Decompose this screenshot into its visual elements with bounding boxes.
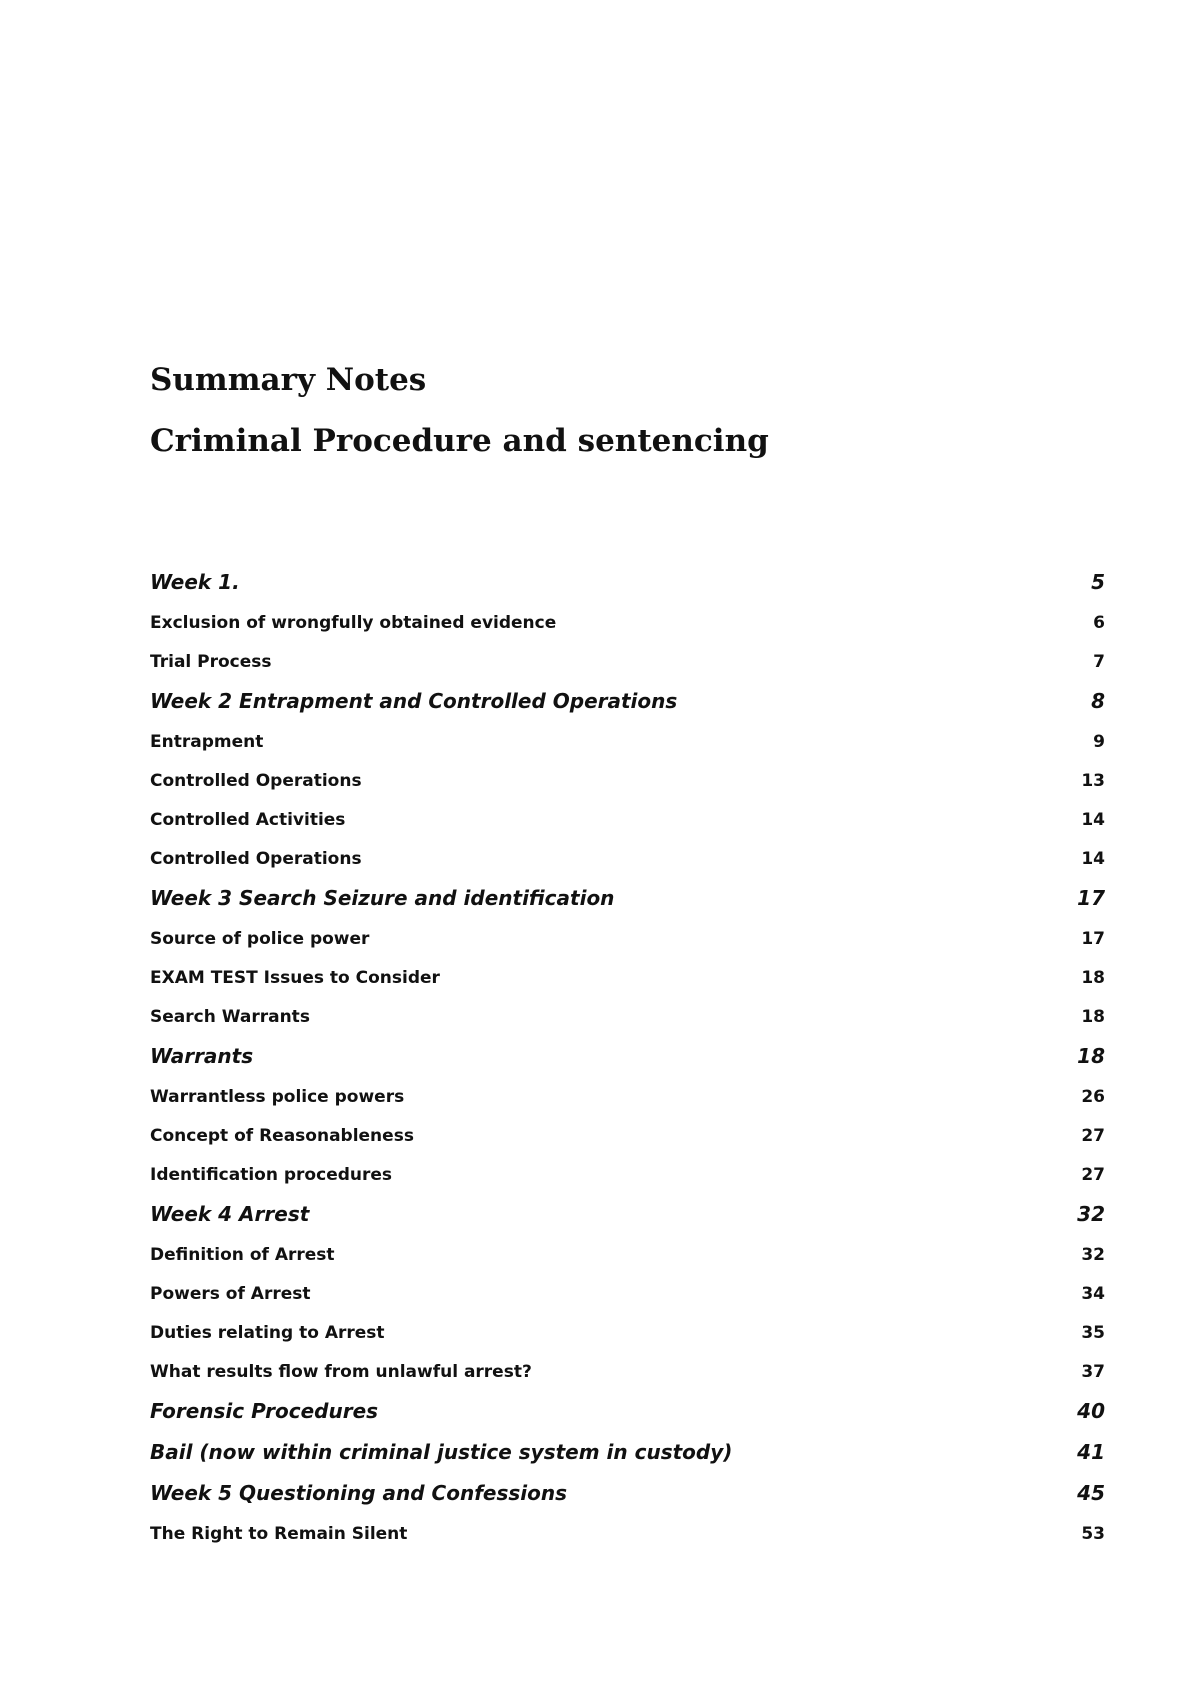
- toc-page-number: 18: [1081, 1007, 1105, 1027]
- toc-entry[interactable]: [150, 606, 1105, 645]
- toc-entry-title: EXAM TEST Issues to Consider: [150, 968, 440, 988]
- toc-entry[interactable]: [150, 725, 1105, 764]
- toc-page-number: 14: [1081, 849, 1105, 869]
- toc-entry-title: Search Warrants: [150, 1007, 310, 1027]
- toc-page-number: 5: [1091, 570, 1105, 594]
- toc-heading-entry[interactable]: [150, 1476, 1105, 1517]
- toc-page-number: 45: [1077, 1481, 1105, 1505]
- toc-entry-title: Warrants: [150, 1044, 254, 1068]
- toc-entry[interactable]: [150, 645, 1105, 684]
- toc-entry-title: The Right to Remain Silent: [150, 1524, 408, 1544]
- toc-entry-title: Concept of Reasonableness: [150, 1126, 414, 1146]
- document-title: Summary Notes: [150, 362, 427, 398]
- toc-entry-title: Controlled Activities: [150, 810, 346, 830]
- toc-page-number: 40: [1077, 1399, 1105, 1423]
- toc-entry-title: Warrantless police powers: [150, 1087, 405, 1107]
- toc-entry-title: What results flow from unlawful arrest?: [150, 1362, 532, 1382]
- toc-page-number: 17: [1081, 929, 1105, 949]
- toc-page-number: 9: [1093, 732, 1105, 752]
- toc-heading-entry[interactable]: [150, 1197, 1105, 1238]
- toc-page-number: 14: [1081, 810, 1105, 830]
- toc-entry-title: Exclusion of wrongfully obtained evidence: [150, 613, 557, 633]
- toc-page-number: 18: [1077, 1044, 1105, 1068]
- toc-entry[interactable]: [150, 1277, 1105, 1316]
- toc-page-number: 18: [1081, 968, 1105, 988]
- toc-entry[interactable]: [150, 1158, 1105, 1197]
- toc-entry-title: Identification procedures: [150, 1165, 393, 1185]
- toc-page-number: 26: [1081, 1087, 1105, 1107]
- toc-entry[interactable]: [150, 1517, 1105, 1556]
- toc-page-number: 32: [1077, 1202, 1105, 1226]
- toc-entry-title: Powers of Arrest: [150, 1284, 311, 1304]
- document-subtitle: Criminal Procedure and sentencing: [150, 423, 769, 459]
- toc-entry-title: Entrapment: [150, 732, 264, 752]
- toc-heading-entry[interactable]: [150, 881, 1105, 922]
- toc-entry-title: Week 2 Entrapment and Controlled Operations: [150, 689, 678, 713]
- toc-entry[interactable]: [150, 803, 1105, 842]
- toc-entry-title: Week 1.: [150, 570, 240, 594]
- toc-heading-entry[interactable]: [150, 1039, 1105, 1080]
- toc-page-number: 27: [1081, 1165, 1105, 1185]
- toc-page-number: 32: [1081, 1245, 1105, 1265]
- toc-entry-title: Week 4 Arrest: [150, 1202, 310, 1226]
- toc-page-number: 13: [1081, 771, 1105, 791]
- toc-page-number: 41: [1077, 1440, 1105, 1464]
- toc-entry-title: Week 3 Search Seizure and identification: [150, 886, 615, 910]
- toc-heading-entry[interactable]: [150, 565, 1105, 606]
- toc-entry[interactable]: [150, 1119, 1105, 1158]
- toc-page-number: 6: [1093, 613, 1105, 633]
- toc-entry-title: Duties relating to Arrest: [150, 1323, 385, 1343]
- toc-entry-title: Bail (now within criminal justice system in custody): [150, 1440, 733, 1464]
- toc-entry[interactable]: [150, 1355, 1105, 1394]
- toc-entry[interactable]: [150, 842, 1105, 881]
- toc-entry-title: Controlled Operations: [150, 849, 362, 869]
- toc-entry[interactable]: [150, 961, 1105, 1000]
- toc-entry-title: Definition of Arrest: [150, 1245, 335, 1265]
- toc-entry[interactable]: [150, 1080, 1105, 1119]
- toc-page-number: 53: [1081, 1524, 1105, 1544]
- toc-page-number: 37: [1081, 1362, 1105, 1382]
- toc-page-number: 7: [1093, 652, 1105, 672]
- toc-page-number: 34: [1081, 1284, 1105, 1304]
- toc-entry[interactable]: [150, 922, 1105, 961]
- toc-entry[interactable]: [150, 1238, 1105, 1277]
- toc-heading-entry[interactable]: [150, 1394, 1105, 1435]
- toc-page-number: 27: [1081, 1126, 1105, 1146]
- toc-heading-entry[interactable]: [150, 1435, 1105, 1476]
- toc-page-number: 35: [1081, 1323, 1105, 1343]
- toc-entry-title: Controlled Operations: [150, 771, 362, 791]
- toc-entry-title: Trial Process: [150, 652, 272, 672]
- toc-entry-title: Source of police power: [150, 929, 370, 949]
- toc-entry[interactable]: [150, 1316, 1105, 1355]
- toc-page-number: 17: [1077, 886, 1105, 910]
- toc-entry-title: Forensic Procedures: [150, 1399, 379, 1423]
- toc-entry-title: Week 5 Questioning and Confessions: [150, 1481, 568, 1505]
- table-of-contents: [150, 565, 1105, 1556]
- toc-entry[interactable]: [150, 1000, 1105, 1039]
- toc-page-number: 8: [1091, 689, 1105, 713]
- toc-entry[interactable]: [150, 764, 1105, 803]
- toc-heading-entry[interactable]: [150, 684, 1105, 725]
